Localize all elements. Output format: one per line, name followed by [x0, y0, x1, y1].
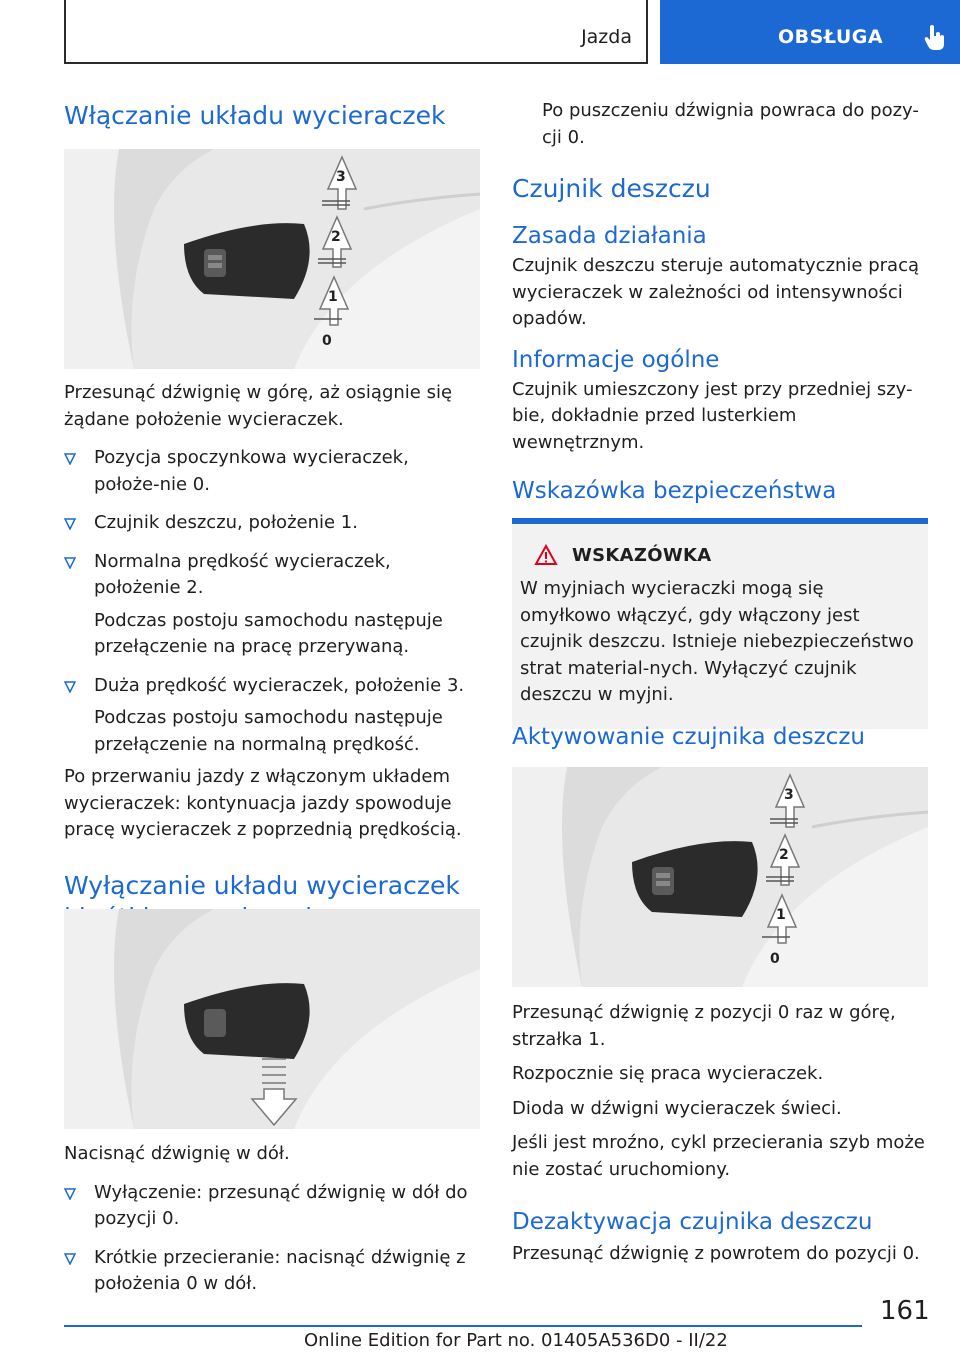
para-activate-1: Przesunąć dźwignię z pozycji 0 raz w górę, strzałka 1. — [512, 1002, 896, 1050]
para-resume: Po przerwaniu jazdy z włączonym układem wycieraczek: kontynuacja jazdy spowoduje pracę wycieraczek z poprzednią prędkością. — [64, 766, 462, 840]
heading-safety: Wskazówka bezpieczeństwa — [512, 478, 837, 504]
list-item — [64, 445, 480, 498]
figure-wiper-lever-down — [64, 909, 480, 1129]
warning-header — [520, 544, 920, 566]
para-press-down: Nacisnąć dźwignię w dół. — [64, 1143, 290, 1164]
warning-title: WSKAZÓWKA — [572, 544, 712, 566]
list-item — [64, 1180, 480, 1233]
left-body-1 — [64, 380, 480, 934]
heading-wiper-on: Włączanie układu wycieraczek — [64, 101, 446, 130]
indent-note: Podczas postoju samochodu następuje przełączenie na pracę przerywaną. — [94, 609, 443, 657]
left-body-2 — [64, 1141, 480, 1298]
figure-wiper-lever-up — [64, 149, 480, 369]
list-item — [64, 673, 480, 700]
fig1-label-0: 0 — [322, 333, 332, 349]
para-activate-4: Jeśli jest mroźno, cykl przecierania szyb może nie zostać uruchomiony. — [512, 1132, 925, 1180]
footer-divider — [64, 1325, 862, 1327]
para-general: Czujnik umieszczony jest przy przedniej szy-bie, dokładnie przed lusterkiem wewnętrznym. — [512, 378, 913, 453]
heading-activate: Aktywowanie czujnika deszczu — [512, 724, 865, 750]
right-body-1 — [512, 98, 928, 506]
chapter-tab-label: OBSŁUGA — [778, 26, 884, 48]
fig1-label-1: 1 — [328, 289, 338, 305]
fig3-label-1: 1 — [776, 907, 786, 923]
indent-note: Podczas postoju samochodu następuje przełączenie na normalną prędkość. — [94, 707, 443, 755]
para-move-up: Przesunąć dźwignię w górę, aż osiągnie się żądane położenie wycieraczek. — [64, 382, 453, 430]
para-returns: Po puszczeniu dźwignia powraca do pozy-cji 0. — [542, 100, 919, 148]
list-item-text: Duża prędkość wycieraczek, położenie 3. — [94, 674, 465, 696]
right-heading-activate — [512, 722, 928, 752]
heading-deactivate: Dezaktywacja czujnika deszczu — [512, 1209, 873, 1235]
list-item-text: Normalna prędkość wycieraczek, położenie 2. — [94, 550, 391, 598]
fig3-label-2: 2 — [779, 847, 789, 863]
triangle-bullet-icon — [64, 1253, 76, 1265]
fig1-label-3: 3 — [336, 169, 346, 185]
section-title: Jazda — [581, 26, 632, 48]
triangle-bullet-icon — [64, 557, 76, 569]
warning-box — [512, 518, 928, 729]
triangle-bullet-icon — [64, 681, 76, 693]
list-item-text: Pozycja spoczynkowa wycieraczek, położe-nie 0. — [94, 447, 409, 495]
list-item-text: Wyłączenie: przesunąć dźwignię w dół do pozycji 0. — [94, 1181, 468, 1229]
heading-general: Informacje ogólne — [512, 346, 720, 373]
list-item — [64, 549, 480, 602]
para-deactivate: Przesunąć dźwignię z powrotem do pozycji 0. — [512, 1243, 920, 1264]
chapter-tab[interactable] — [660, 0, 960, 64]
para-activate-3: Dioda w dźwigni wycieraczek świeci. — [512, 1097, 842, 1119]
list-item — [64, 1245, 480, 1298]
right-body-2 — [512, 1000, 928, 1268]
fig1-label-2: 2 — [331, 229, 341, 245]
figure-rain-sensor-activate — [512, 767, 928, 987]
hand-pointer-icon — [924, 24, 946, 52]
header-frame — [64, 0, 648, 64]
fig3-label-3: 3 — [784, 787, 794, 803]
triangle-bullet-icon — [64, 453, 76, 465]
warning-text: W myjniach wycieraczki mogą się omyłkowo włączyć, gdy włączony jest czujnik deszczu. Istnieje niebezpieczeństwo strat material-nych. Wyłączyć czujnik deszczu w myjni. — [520, 578, 914, 705]
warning-triangle-icon — [534, 544, 558, 566]
list-item-text: Czujnik deszczu, położenie 1. — [94, 512, 358, 533]
triangle-bullet-icon — [64, 518, 76, 530]
para-activate-2: Rozpocznie się praca wycieraczek. — [512, 1063, 824, 1084]
left-column — [64, 100, 480, 132]
heading-rain-sensor: Czujnik deszczu — [512, 174, 711, 203]
page-number: 161 — [880, 1296, 930, 1326]
para-principle: Czujnik deszczu steruje automatycznie pracą wycieraczek w zależności od intensywności opadów. — [512, 255, 920, 329]
triangle-bullet-icon — [64, 1188, 76, 1200]
list-item-text: Krótkie przecieranie: nacisnąć dźwignię z położenia 0 w dół. — [94, 1246, 466, 1294]
fig3-label-0: 0 — [770, 951, 780, 967]
heading-principle: Zasada działania — [512, 223, 707, 249]
heading-wiper-off-line1: Wyłączanie układu wycieraczek — [64, 870, 460, 900]
edition-info: Online Edition for Part no. 01405A536D0 - II/22 — [304, 1330, 728, 1351]
list-item — [64, 510, 480, 537]
